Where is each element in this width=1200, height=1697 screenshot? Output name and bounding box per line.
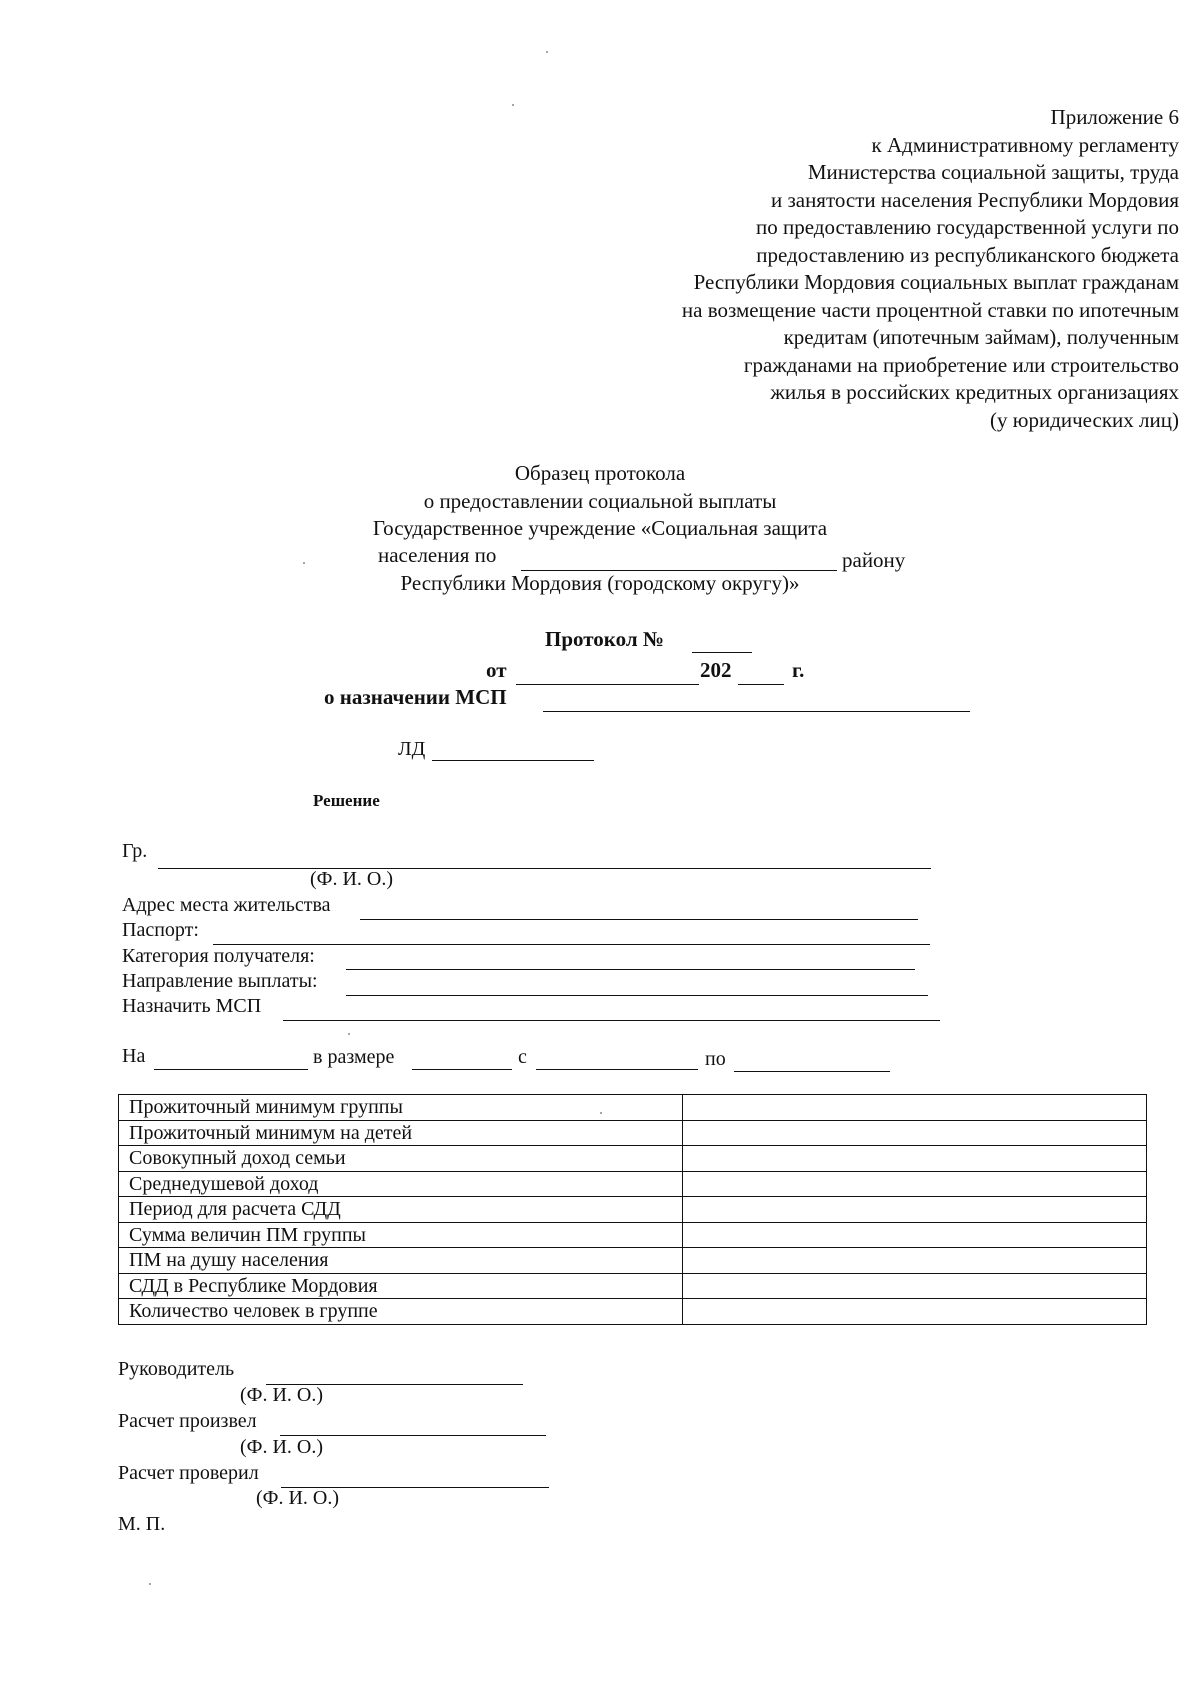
assignment-field[interactable] xyxy=(543,711,970,712)
fio-hint: (Ф. И. О.) xyxy=(310,868,394,890)
to-date-field[interactable] xyxy=(734,1071,890,1072)
appendix-line: Республики Мордовия социальных выплат гражданам xyxy=(693,270,1179,294)
table-row-label: Сумма величин ПМ группы xyxy=(119,1222,683,1248)
calc-checked-label: Расчет проверил xyxy=(118,1462,259,1484)
period-field[interactable] xyxy=(154,1069,308,1070)
category-field[interactable] xyxy=(346,969,915,970)
assign-field[interactable] xyxy=(283,1020,940,1021)
scan-speck xyxy=(348,1033,350,1035)
ld-label: ЛД xyxy=(398,738,426,760)
calculation-table xyxy=(118,1094,1147,1325)
decision-heading: Решение xyxy=(313,791,380,810)
assign-label: Назначить МСП xyxy=(122,995,262,1017)
sample-subtitle: о предоставлении социальной выплаты xyxy=(423,488,777,513)
table-row-label: ПМ на душу населения xyxy=(119,1248,683,1274)
stamp-label: М. П. xyxy=(118,1513,166,1535)
appendix-line: (у юридических лиц) xyxy=(990,407,1179,432)
from-label: с xyxy=(518,1046,527,1068)
category-label: Категория получателя: xyxy=(122,945,315,967)
appendix-line: предоставлению из республиканского бюджета xyxy=(756,242,1179,267)
table-row-value[interactable] xyxy=(683,1197,1147,1223)
table-row-label: Период для расчета СДД xyxy=(119,1197,683,1223)
table-row xyxy=(119,1248,1147,1274)
table-row xyxy=(119,1197,1147,1223)
scan-speck xyxy=(512,104,514,106)
appendix-line: по предоставлению государственной услуги по xyxy=(756,215,1179,239)
appendix-line: Приложение 6 xyxy=(1050,105,1179,129)
direction-field[interactable] xyxy=(346,995,928,996)
protocol-date-field[interactable] xyxy=(516,684,699,685)
table-row-label: СДД в Республике Мордовия xyxy=(119,1273,683,1299)
table-row-label: Прожиточный минимум на детей xyxy=(119,1120,683,1146)
head-label: Руководитель xyxy=(118,1358,235,1380)
protocol-date-prefix: от xyxy=(486,658,507,682)
amount-label: в размере xyxy=(313,1046,395,1068)
table-row xyxy=(119,1299,1147,1325)
table-row-value[interactable] xyxy=(683,1146,1147,1172)
table-row-label: Прожиточный минимум группы xyxy=(119,1095,683,1121)
table-row-label: Совокупный доход семьи xyxy=(119,1146,683,1172)
head-fio-hint: (Ф. И. О.) xyxy=(240,1384,324,1406)
scan-speck xyxy=(149,1583,151,1585)
amount-field[interactable] xyxy=(412,1069,512,1070)
citizen-label: Гр. xyxy=(122,840,148,862)
calc-made-fio-hint: (Ф. И. О.) xyxy=(240,1436,324,1458)
table-row xyxy=(119,1146,1147,1172)
institution-suffix: району xyxy=(842,548,906,572)
table-row-value[interactable] xyxy=(683,1299,1147,1325)
table-row-value[interactable] xyxy=(683,1120,1147,1146)
direction-label: Направление выплаты: xyxy=(122,970,318,992)
ld-field[interactable] xyxy=(432,760,594,761)
appendix-header xyxy=(520,104,1179,434)
table-row-value[interactable] xyxy=(683,1171,1147,1197)
appendix-line: и занятости населения Республики Мордовия xyxy=(770,187,1179,212)
table-row xyxy=(119,1095,1147,1121)
protocol-year-field[interactable] xyxy=(738,684,784,685)
scan-speck xyxy=(546,51,548,53)
citizen-field[interactable] xyxy=(158,868,931,869)
scan-speck xyxy=(600,1112,602,1114)
assignment-label: о назначении МСП xyxy=(324,685,507,709)
table-row xyxy=(119,1273,1147,1299)
protocol-date-suffix: г. xyxy=(792,658,805,682)
calc-checked-fio-hint: (Ф. И. О.) xyxy=(256,1487,340,1509)
sample-title-block xyxy=(300,460,900,598)
address-label: Адрес места жительства xyxy=(122,894,331,916)
protocol-date-year: 202 xyxy=(700,658,732,682)
sample-title: Образец протокола xyxy=(514,461,686,485)
table-row-value[interactable] xyxy=(683,1248,1147,1274)
appendix-line: жилья в российских кредитных организациях xyxy=(770,380,1179,404)
table-row-value[interactable] xyxy=(683,1273,1147,1299)
table-row-label: Количество человек в группе xyxy=(119,1299,683,1325)
passport-label: Паспорт: xyxy=(122,919,199,941)
appendix-line: к Административному регламенту xyxy=(871,132,1179,157)
appendix-line: на возмещение части процентной ставки по ипотечным xyxy=(681,297,1179,322)
appendix-line: гражданами на приобретение или строительство xyxy=(743,352,1179,377)
address-field[interactable] xyxy=(360,919,918,920)
institution-line-3: Республики Мордовия (городскому округу)» xyxy=(400,571,800,595)
protocol-number-label: Протокол № xyxy=(545,627,664,651)
district-field-line[interactable] xyxy=(521,570,837,571)
table-row xyxy=(119,1120,1147,1146)
period-na-label: На xyxy=(122,1045,146,1067)
from-date-field[interactable] xyxy=(536,1069,698,1070)
to-label: по xyxy=(705,1048,726,1070)
table-row-label: Среднедушевой доход xyxy=(119,1171,683,1197)
institution-line-1: Государственное учреждение «Социальная защита xyxy=(372,516,828,540)
appendix-line: Министерства социальной защиты, труда xyxy=(807,160,1179,184)
passport-field[interactable] xyxy=(213,944,930,945)
calc-made-label: Расчет произвел xyxy=(118,1410,257,1432)
appendix-line: кредитам (ипотечным займам), полученным xyxy=(783,325,1179,349)
table-row-value[interactable] xyxy=(683,1095,1147,1121)
table-row xyxy=(119,1222,1147,1248)
scan-speck xyxy=(303,562,305,564)
table-row xyxy=(119,1171,1147,1197)
protocol-number-field[interactable] xyxy=(692,652,752,653)
institution-prefix: населения по xyxy=(378,543,497,567)
table-row-value[interactable] xyxy=(683,1222,1147,1248)
